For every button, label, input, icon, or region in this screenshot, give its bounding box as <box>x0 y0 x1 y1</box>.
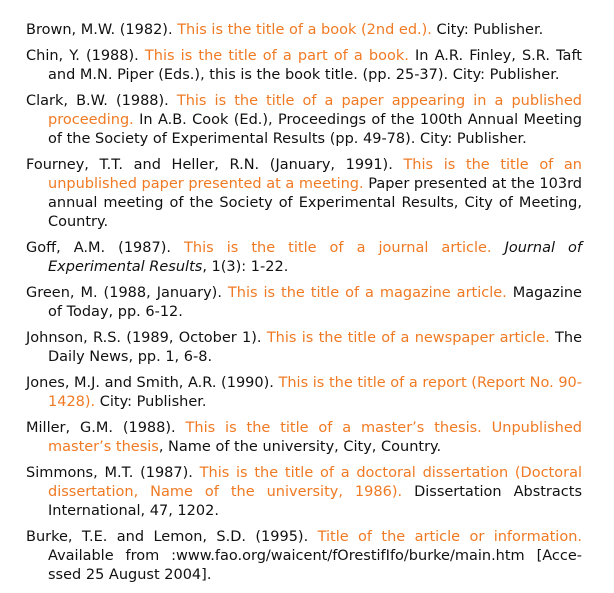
reference-entry <box>26 284 582 322</box>
reference-text: Magazine of Today, pp. 6-12. <box>48 285 582 320</box>
reference-title: This is the title of a book (2nd ed.). <box>177 22 432 38</box>
reference-title: This is the title of an unpublished paper presented at a meeting. <box>48 157 582 192</box>
reference-title: This is the title of a paper appearing in a published proceeding. <box>48 93 582 128</box>
reference-text: Fourney, T.T. and Heller, R.N. (January, 1991). <box>26 157 404 173</box>
reference-text: Dissertation Abstracts International, 47, 1202. <box>48 484 582 519</box>
reference-title: This is the title of a report (Report No. 90- 1428). <box>48 375 583 410</box>
reference-text: Green, M. (1988, January). <box>26 285 228 301</box>
reference-entry <box>26 374 582 412</box>
reference-title: This is the title of a journal article. <box>184 240 492 256</box>
reference-entry <box>26 464 582 521</box>
reference-text: City: Publisher. <box>95 394 207 410</box>
reference-text: Brown, M.W. (1982). <box>26 22 178 38</box>
reference-text: Johnson, R.S. (1989, October 1). <box>26 330 267 346</box>
reference-title: This is the title of a master’s thesis. Unpublished master’s thesis <box>48 420 582 455</box>
reference-text: Chin, Y. (1988). <box>26 48 145 64</box>
reference-text: , 1(3): 1-22. <box>202 259 289 275</box>
reference-source-italic: Journal of Experimental Results <box>48 240 582 275</box>
reference-title: This is the title of a magazine article. <box>227 285 507 301</box>
reference-text: Paper presented at the 103rd annual meeting of the Society of Experimental Results, City of Meeting, Country. <box>48 176 583 230</box>
reference-list <box>0 21 614 592</box>
reference-entry <box>26 329 582 367</box>
reference-text: Available from :www.fao.org/waicent/fOrestifIfo/burke/main.htm [Acce-ssed 25 August 2004]. <box>48 548 582 583</box>
reference-entry <box>26 528 582 585</box>
reference-entry <box>26 239 582 277</box>
reference-text: The Daily News, pp. 1, 6-8. <box>48 330 583 365</box>
reference-title: Title of the article or information. <box>317 529 582 545</box>
reference-text: Simmons, M.T. (1987). <box>26 465 200 481</box>
reference-entry <box>26 156 582 232</box>
reference-entry <box>26 419 582 457</box>
reference-entry <box>26 92 582 149</box>
reference-text: City: Publisher. <box>431 22 544 38</box>
reference-text: Burke, T.E. and Lemon, S.D. (1995). <box>26 529 318 545</box>
reference-text: In A.B. Cook (Ed.), Proceedings of the 100th Annual Meeting of the Society of Experimental Results (pp. 49-78). City: Publisher. <box>48 112 582 147</box>
reference-text: Goff, A.M. (1987). <box>26 240 185 256</box>
reference-text <box>492 240 505 256</box>
reference-text: Miller, G.M. (1988). <box>26 420 186 436</box>
reference-title: This is the title of a newspaper article. <box>266 330 550 346</box>
reference-text: In A.R. Finley, S.R. Taft and M.N. Piper (Eds.), this is the book title. (pp. 25-37). City: Publisher. <box>48 48 582 83</box>
reference-entry <box>26 21 582 40</box>
reference-text: , Name of the university, City, Country. <box>158 439 442 455</box>
reference-text: Clark, B.W. (1988). <box>26 93 177 109</box>
reference-entry <box>26 47 582 85</box>
reference-title: This is the title of a part of a book. <box>144 48 409 64</box>
reference-title: This is the title of a doctoral dissertation (Doctoral dissertation, Name of the university, 1986). <box>48 465 582 500</box>
reference-text: Jones, M.J. and Smith, A.R. (1990). <box>26 375 279 391</box>
